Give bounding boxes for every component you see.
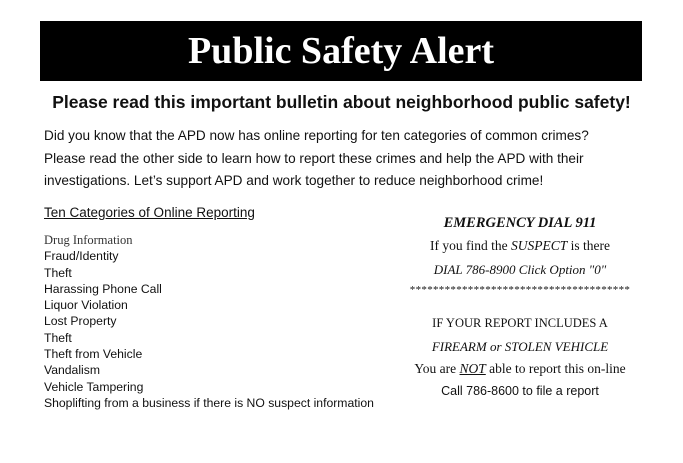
- category-item: Vehicle Tampering: [44, 379, 144, 394]
- call-line: Call 786-8600 to file a report: [441, 384, 599, 398]
- title-banner: [40, 21, 642, 81]
- intro-line: investigations. Let’s support APD and work together to reduce neighborhood crime!: [44, 173, 544, 188]
- category-item: Fraud/Identity: [44, 249, 119, 264]
- intro-line: Please read the other side to learn how to report these crimes and help the APD with their: [44, 150, 584, 166]
- suspect-post: is there: [567, 238, 610, 253]
- categories-heading: Ten Categories of Online Reporting: [44, 205, 255, 220]
- not-able-post: able to report this on-line: [485, 361, 626, 376]
- not-able-line: [375, 361, 665, 377]
- category-item: Theft from Vehicle: [44, 347, 143, 362]
- category-item: Vandalism: [44, 363, 100, 378]
- category-item: Lost Property: [44, 314, 117, 329]
- category-item: Shoplifting from a business if there is NO suspect information: [44, 395, 374, 410]
- category-item: Theft: [44, 330, 72, 345]
- category-item: Theft: [44, 265, 72, 280]
- firearm-line: FIREARM or STOLEN VEHICLE: [431, 339, 609, 354]
- suspect-emphasis: SUSPECT: [510, 238, 568, 253]
- subtitle: Please read this important bulletin about neighborhood public safety!: [52, 92, 631, 112]
- category-item: Liquor Violation: [44, 298, 128, 313]
- category-item: Drug Information: [44, 233, 133, 247]
- intro-line: Did you know that the APD now has online reporting for ten categories of common crimes?: [44, 128, 589, 143]
- page-title: Public Safety Alert: [187, 30, 495, 72]
- not-able-pre: You are: [414, 361, 460, 376]
- not-able-emphasis: NOT: [459, 361, 486, 376]
- intro-paragraph: [44, 125, 664, 193]
- emergency-heading: EMERGENCY DIAL 911: [443, 215, 597, 231]
- categories-list: [44, 232, 374, 411]
- dial-line: DIAL 786-8900 Click Option "0": [433, 262, 607, 277]
- category-item: Harassing Phone Call: [44, 281, 162, 296]
- suspect-pre: If you find the: [430, 238, 511, 253]
- suspect-line: [375, 238, 665, 254]
- report-includes-line: IF YOUR REPORT INCLUDES A: [432, 316, 608, 330]
- asterisk-divider: **************************************: [409, 284, 631, 296]
